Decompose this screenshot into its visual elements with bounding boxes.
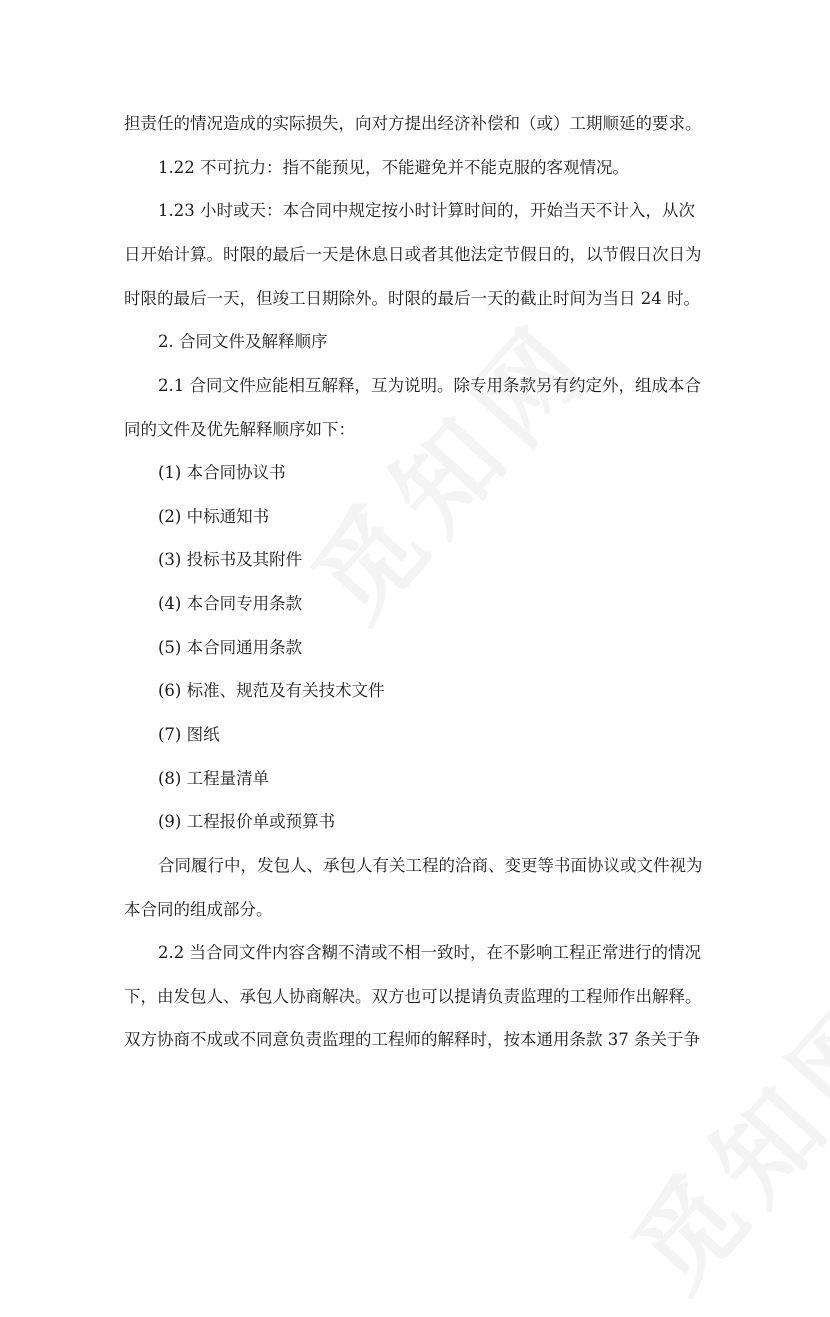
text-line: 下，由发包人、承包人协商解决。双方也可以提请负责监理的工程师作出解释。 <box>124 987 702 1006</box>
text-line: 1.23 小时或天：本合同中规定按小时计算时间的，开始当天不计入，从次 <box>158 201 695 220</box>
list-item: (6) 标准、规范及有关技术文件 <box>158 681 385 700</box>
section-heading: 2. 合同文件及解释顺序 <box>158 332 328 351</box>
text-line: 日开始计算。时限的最后一天是休息日或者其他法定节假日的，以节假日次日为 <box>124 245 702 264</box>
list-item: (1) 本合同协议书 <box>158 463 286 482</box>
text-line: 双方协商不成或不同意负责监理的工程师的解释时，按本通用条款 37 条关于争 <box>124 1030 700 1049</box>
text-line: 同的文件及优先解释顺序如下： <box>124 420 355 439</box>
text-line: 本合同的组成部分。 <box>124 900 273 919</box>
list-item: (3) 投标书及其附件 <box>158 550 303 569</box>
text-line: 时限的最后一天，但竣工日期除外。时限的最后一天的截止时间为当日 24 时。 <box>124 289 700 308</box>
list-item: (4) 本合同专用条款 <box>158 594 303 613</box>
text-line: 合同履行中，发包人、承包人有关工程的洽商、变更等书面协议或文件视为 <box>158 856 703 875</box>
list-item: (2) 中标通知书 <box>158 507 270 526</box>
list-item: (5) 本合同通用条款 <box>158 638 303 657</box>
list-item: (7) 图纸 <box>158 725 220 744</box>
text-line: 2.2 当合同文件内容含糊不清或不相一致时，在不影响工程正常进行的情况 <box>158 943 701 962</box>
list-item: (8) 工程量清单 <box>158 769 270 788</box>
text-line: 2.1 合同文件应能相互解释，互为说明。除专用条款另有约定外，组成本合 <box>158 376 701 395</box>
text-line: 担责任的情况造成的实际损失，向对方提出经济补偿和（或）工期顺延的要求。 <box>124 114 702 133</box>
text-line: 1.22 不可抗力：指不能预见，不能避免并不能克服的客观情况。 <box>158 158 629 177</box>
list-item: (9) 工程报价单或预算书 <box>158 812 336 831</box>
